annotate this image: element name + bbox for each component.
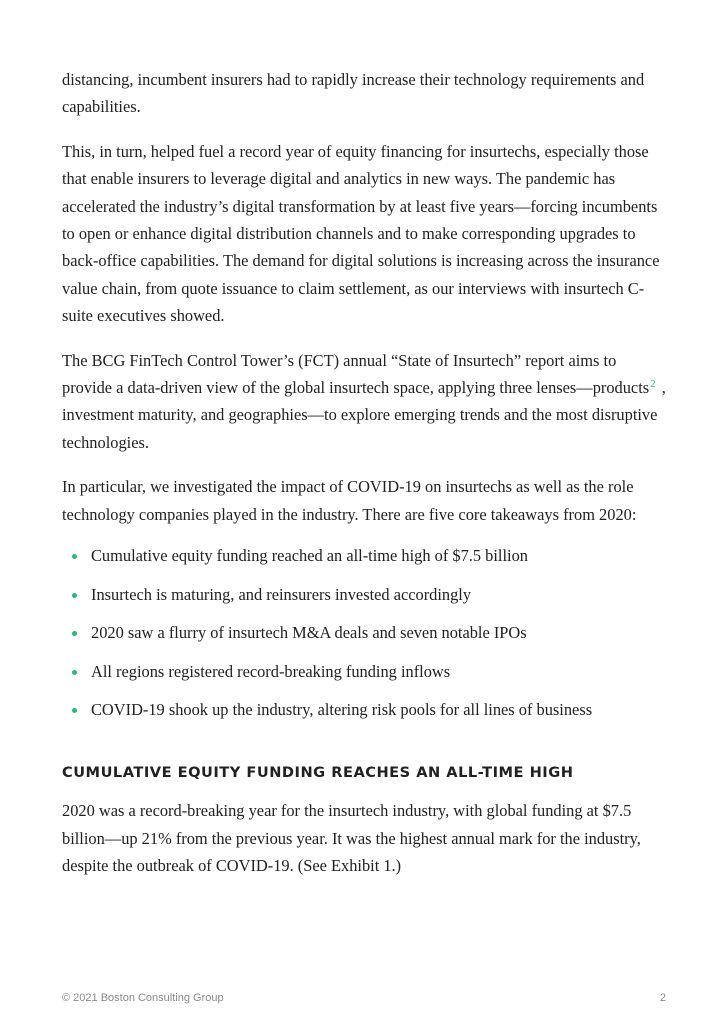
list-item-text: COVID-19 shook up the industry, altering risk pools for all lines of business	[91, 700, 593, 720]
paragraph-equity-financing: This, in turn, helped fuel a record year of equity financing for insurtechs, especially those that enable insurers to leverage digital and analytics in new ways. The pandemic has accelerated the industry’s digital transformation by at least five years—forcing incumbents to open or enhance digital distribution channels and to make corresponding upgrades to back-office capabilities. The demand for digital solutions is increasing across the insurance value chain, from quote issuance to claim settlement, as our interviews with insurtech C-suite executives showed.	[62, 141, 660, 326]
list-item-text: 2020 saw a flurry of insurtech M&A deals and seven notable IPOs	[91, 623, 527, 643]
paragraph-fct-report-text-start: The BCG FinTech Control Tower’s (FCT) annual “State of Insurtech” report aims to provide a data-driven view of the global insurtech space, applying three lenses—products	[62, 350, 650, 398]
list-item-text: Insurtech is maturing, and reinsurers invested accordingly	[91, 584, 472, 604]
list-item	[62, 622, 666, 644]
bullet-dot-icon	[72, 708, 77, 713]
bullet-dot-icon	[72, 631, 77, 636]
list-item-text: Cumulative equity funding reached an all-time high of $7.5 billion	[91, 546, 528, 566]
bullet-dot-icon	[72, 593, 77, 598]
paragraph-fct-report	[62, 347, 666, 457]
page-content	[62, 66, 666, 896]
paragraph-core-takeaways: In particular, we investigated the impact of COVID-19 on insurtechs as well as the role technology companies played in the industry. There are five core takeaways from 2020:	[62, 477, 637, 524]
bullet-dot-icon	[72, 554, 77, 559]
bullet-dot-icon	[72, 670, 77, 675]
list-item-text: All regions registered record-breaking funding inflows	[91, 661, 451, 681]
paragraph-fct-report-text-end: , investment maturity, and geographies—to explore emerging trends and the most disruptive technologies.	[62, 378, 666, 452]
list-item	[62, 661, 666, 683]
footnote-ref-2[interactable]: 2	[650, 378, 656, 391]
section-heading: CUMULATIVE EQUITY FUNDING REACHES AN ALL-TIME HIGH	[62, 764, 574, 782]
page-number: 2	[659, 992, 666, 1004]
list-item	[62, 584, 666, 606]
paragraph-intro-continuation: distancing, incumbent insurers had to rapidly increase their technology requirements and capabilities.	[62, 70, 645, 117]
takeaways-list	[62, 545, 666, 721]
paragraph-record-funding: 2020 was a record-breaking year for the insurtech industry, with global funding at $7.5 billion—up 21% from the previous year. It was the highest annual mark for the industry, despite the outbreak of COVID-19. (See Exhibit 1.)	[62, 801, 641, 875]
list-item	[62, 699, 666, 721]
list-item	[62, 545, 666, 567]
footer-copyright: © 2021 Boston Consulting Group	[62, 992, 224, 1004]
